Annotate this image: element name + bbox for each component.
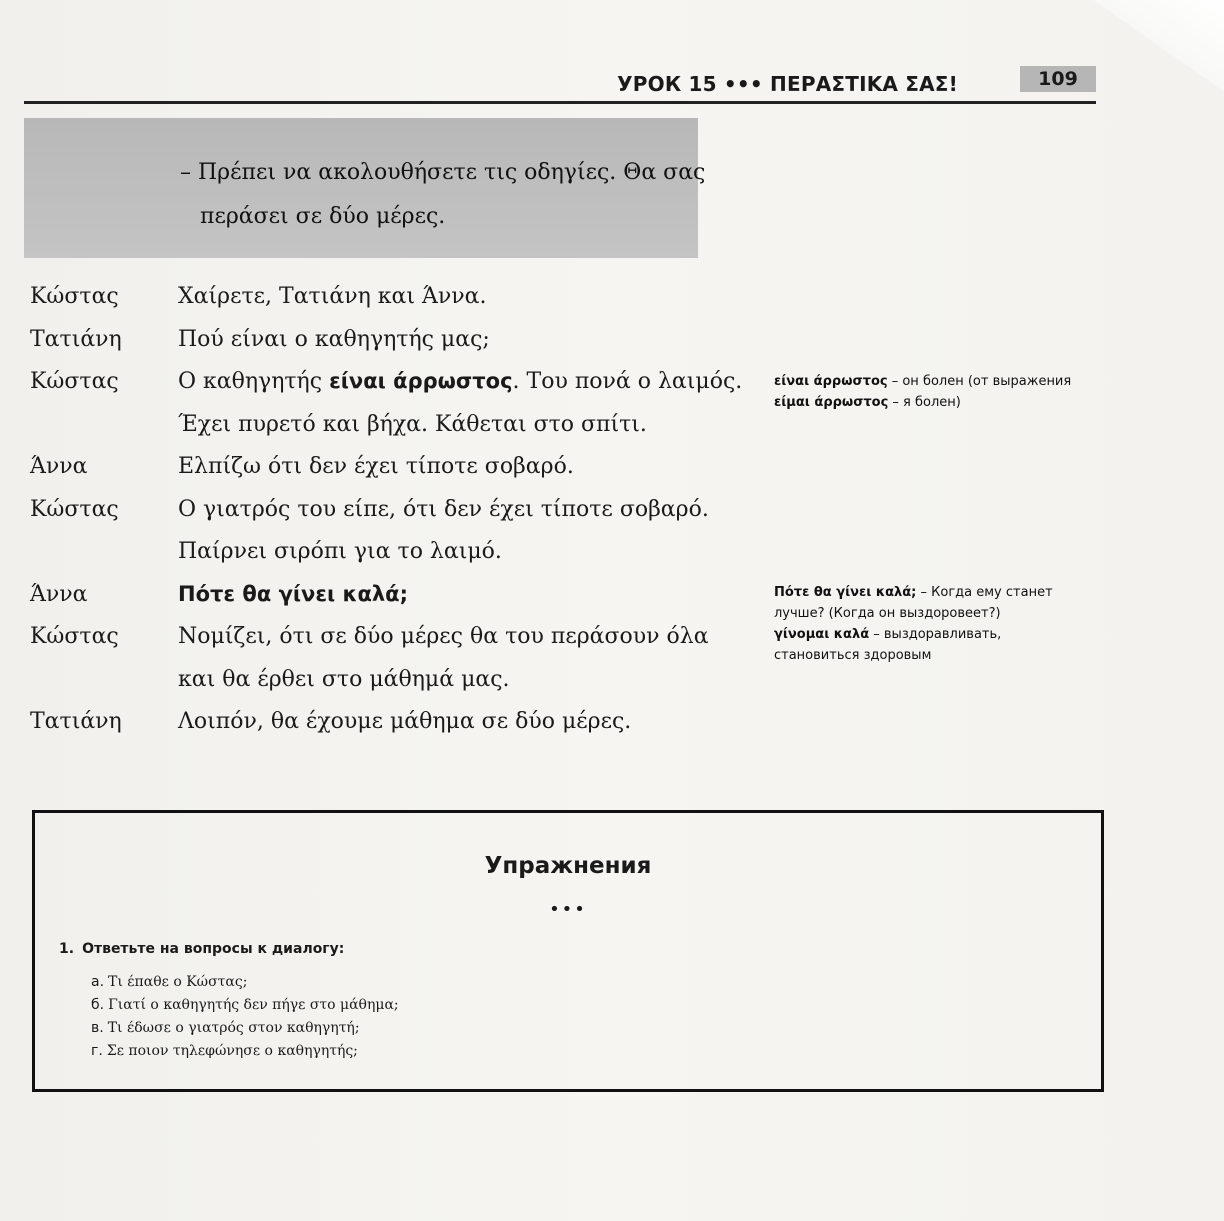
running-head: УРОК 15 ••• ΠΕΡΑΣΤΙΚΑ ΣΑΣ!: [617, 72, 958, 96]
question-marker: г.: [91, 1043, 103, 1059]
dialogue-row: [30, 327, 730, 370]
dialogue-line: Πότε θα γίνει καλά;: [178, 581, 409, 606]
speaker: Άννα: [30, 581, 88, 607]
question-text: Σε ποιον τηλεφώνησε ο καθηγητής;: [106, 1043, 358, 1059]
speaker: Τατιάνη: [30, 326, 122, 352]
dialogue-line: Ο γιατρός του είπε, ότι δεν έχει τίποτε σοβαρό.: [178, 496, 709, 522]
question-item: [91, 971, 399, 994]
question-text: Γιατί ο καθηγητής δεν πήγε στο μάθημα;: [108, 997, 399, 1013]
dialogue-line: Χαίρετε, Τατιάνη και Άννα.: [178, 284, 487, 309]
gloss-definition: – он болен (от выражения: [887, 374, 1072, 389]
dialogue-row: [30, 497, 730, 540]
dialogue-row: [30, 539, 730, 582]
dialogue-row: [30, 284, 730, 327]
gloss-entry: [774, 392, 1104, 413]
dialogue-line: Παίρνει σιρόπι για το λαιμό.: [178, 539, 502, 564]
highlighted-phrase: είναι άρρωστος: [329, 369, 513, 393]
dialogue-line: Λοιπόν, θα έχουμε μάθημα σε δύο μέρες.: [178, 709, 632, 734]
dialogue-line: Έχει πυρετό και βήχα. Κάθεται στο σπίτι.: [178, 411, 647, 437]
question-list: [91, 971, 399, 1063]
speaker: Κώστας: [30, 624, 119, 649]
dialogue-row: [30, 667, 730, 710]
speaker: Τατιάνη: [30, 709, 122, 734]
dialogue-line: Πού είναι ο καθηγητής μας;: [178, 326, 490, 352]
gloss-term: είναι άρρωστος: [774, 374, 888, 389]
task-instruction: [59, 941, 344, 957]
gloss-definition: – я болен): [888, 395, 961, 410]
task-number: 1.: [59, 941, 75, 957]
text-before: Ο καθηγητής: [178, 369, 330, 394]
speaker: Κώστας: [30, 369, 119, 394]
speaker: Κώστας: [30, 496, 119, 522]
gloss-term: γίνομαι καλά: [774, 627, 870, 642]
gloss-entry: [774, 371, 1104, 392]
vocabulary-gloss: [774, 371, 1104, 413]
gloss-term: Πότε θα γίνει καλά;: [774, 585, 917, 600]
exercise-title: Упражнения: [484, 853, 652, 879]
dialogue-line: [178, 369, 742, 394]
dialogue: [30, 284, 743, 752]
gloss-term: είμαι άρρωστος: [774, 395, 889, 410]
shaded-line-1: – Πρέπει να ακολουθήσετε τις οδηγίες. Θα σας: [180, 160, 706, 185]
gloss-entry: [774, 582, 1104, 603]
dialogue-row: [30, 624, 730, 667]
dialogue-row: [30, 582, 730, 625]
question-marker: б.: [91, 997, 105, 1013]
dialogue-line: Νομίζει, ότι σε δύο μέρες θα του περάσουν όλα: [178, 624, 709, 649]
page-number: 109: [1020, 66, 1096, 92]
gloss-definition: – Когда ему станет: [916, 585, 1053, 600]
speaker: Άννα: [30, 454, 88, 479]
question-item: [91, 1040, 399, 1063]
shaded-quote-box: [24, 118, 706, 258]
text-after: . Του πονά ο λαιμός.: [512, 369, 743, 394]
vocabulary-gloss: [774, 582, 1104, 666]
dialogue-row: [30, 412, 730, 455]
question-marker: в.: [91, 1020, 104, 1036]
ornament-dots: •••: [549, 899, 587, 920]
task-text: Ответьте на вопросы к диалогу:: [82, 941, 345, 957]
speaker: Κώστας: [30, 284, 119, 309]
dialogue-row: [30, 454, 730, 497]
gloss-definition-cont: становиться здоровым: [774, 648, 932, 663]
dialogue-row: [30, 369, 743, 412]
gloss-definition-cont: лучше? (Когда он выздоровеет?): [774, 606, 1001, 621]
gloss-definition: – выздоравливать,: [869, 627, 1002, 642]
question-marker: а.: [91, 974, 105, 990]
dialogue-line: Ελπίζω ότι δεν έχει τίποτε σοβαρό.: [178, 454, 574, 479]
shaded-line-2: περάσει σε δύο μέρες.: [200, 204, 446, 229]
dialogue-row: [30, 709, 730, 752]
question-item: [91, 1017, 399, 1040]
exercise-box: [32, 810, 1104, 1092]
page-header: [24, 64, 1096, 104]
question-item: [91, 994, 399, 1017]
page-corner-fold: [1094, 0, 1224, 110]
gloss-entry: [774, 624, 1104, 645]
question-text: Τι έδωσε ο γιατρός στον καθηγητή;: [107, 1020, 360, 1036]
question-text: Τι έπαθε ο Κώστας;: [108, 974, 248, 990]
dialogue-line: και θα έρθει στο μάθημά μας.: [178, 666, 510, 692]
